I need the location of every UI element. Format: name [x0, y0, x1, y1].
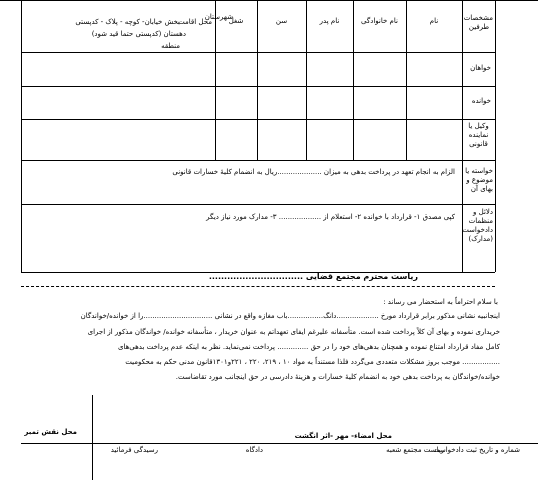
letter-greeting: با سلام احتراماً به استحضار می رساند :	[383, 298, 498, 306]
row-label-defendant: خوانده	[471, 97, 491, 105]
header-residence-line3: دهستان (کدپستی حتما قید شود)	[91, 30, 186, 38]
footer-bottom-1: شماره و تاریخ ثبت دادخواست	[432, 446, 520, 454]
header-father: نام پدر	[319, 17, 340, 25]
claim-text: الزام به انجام تعهد در پرداخت بدهی به میزان ....................ریال به انضمام کلیهٔ خسارات قانونی	[172, 168, 455, 176]
header-job: شغل	[228, 17, 244, 25]
row-sep-claim	[21, 204, 495, 205]
table-top-border	[0, 0, 538, 1]
row-label-evidence: دلائل و منظمات دادخواست (مدارک)	[462, 208, 493, 243]
row-label-plaintiff: خواهان	[470, 64, 491, 72]
header-residence-line1: شهرستان	[204, 13, 233, 21]
letter-line-1: اینجانبیه نشانی مذکور برابر قرارداد مورخ ...................دانگ................باب مغازه واقع در نشانی ...............................را از خوانده/خواندگان	[80, 312, 500, 320]
row-label-claim: خواسته یا موضوع و بهای آن	[465, 167, 493, 193]
header-name: نام	[429, 17, 439, 25]
row-label-lawyer: وکیل یا نماینده قانونی	[468, 122, 489, 148]
letter-line-4: ................. موجب بروز مشکلات متعددی می‌گردد فلذا مستنداً به مواد ۱۰ ، ۲۱۹، ۲۲۰ ، ۲۲۱و۱۳۰۱قانون مدنی حکم به محکومیت	[125, 358, 500, 366]
footer-bottom-3: دادگاه	[245, 446, 263, 454]
stamp-label: محل نقش تمبر	[24, 428, 77, 436]
stamp-box-right	[92, 395, 93, 480]
row-sep-plaintiff	[21, 86, 495, 87]
header-parties: مشخصات طرفین	[463, 14, 493, 31]
signature-label: محل امضاء- مهر -اثر انگشت	[294, 432, 392, 440]
footer-bottom-2: ریاست مجتمع شعبه	[386, 446, 444, 454]
row-sep-lawyer	[21, 160, 495, 161]
row-sep-defendant	[21, 119, 495, 120]
header-residence-line2: بخش خیابان- کوچه - پلاک - کدپستی	[75, 18, 180, 26]
letter-title: ریاست محترم مجتمع قضایی ...............................	[208, 272, 418, 281]
letter-line-5: خوانده/خواندگان به پرداخت بدهی خود به انضمام کلیهٔ خسارات و هزینهٔ دادرسی در حق اینجانب مورد تقاضاست.	[175, 373, 500, 381]
table-right-border	[495, 0, 496, 272]
letter-title-underline	[21, 286, 495, 287]
header-family: نام خانوادگی	[361, 17, 398, 25]
footer-bottom-4: رسیدگی فرمائید	[110, 446, 158, 454]
header-residence-line4: منطقه	[161, 42, 180, 50]
letter-line-2: خریداری نموده و بهای آن کلاً پرداخت شده است. متأسفانه علیرغم ایفای تعهداتم به عنوان خریدار ، متأسفانه خوانده/ خواندگان مذکور از اجرای	[87, 328, 500, 336]
letter-line-3: کامل مفاد قرارداد امتناع نموده و همچنان بدهی‌های خود را در حق .............. پرداخت نمی‌نماید. نظر به اینکه عدم پرداخت بدهی‌های	[117, 343, 500, 351]
table-left-border	[21, 0, 22, 272]
footer-bottom-line	[21, 443, 538, 444]
header-age: سن	[275, 17, 288, 25]
header-residence-title: محل اقامت	[178, 18, 212, 26]
row-sep-header	[21, 52, 495, 53]
evidence-text: کپی مصدق ۱- قرارداد با خوانده ۲- استعلام از ................... ۳- مدارک مورد نیاز دیگر	[206, 213, 455, 221]
